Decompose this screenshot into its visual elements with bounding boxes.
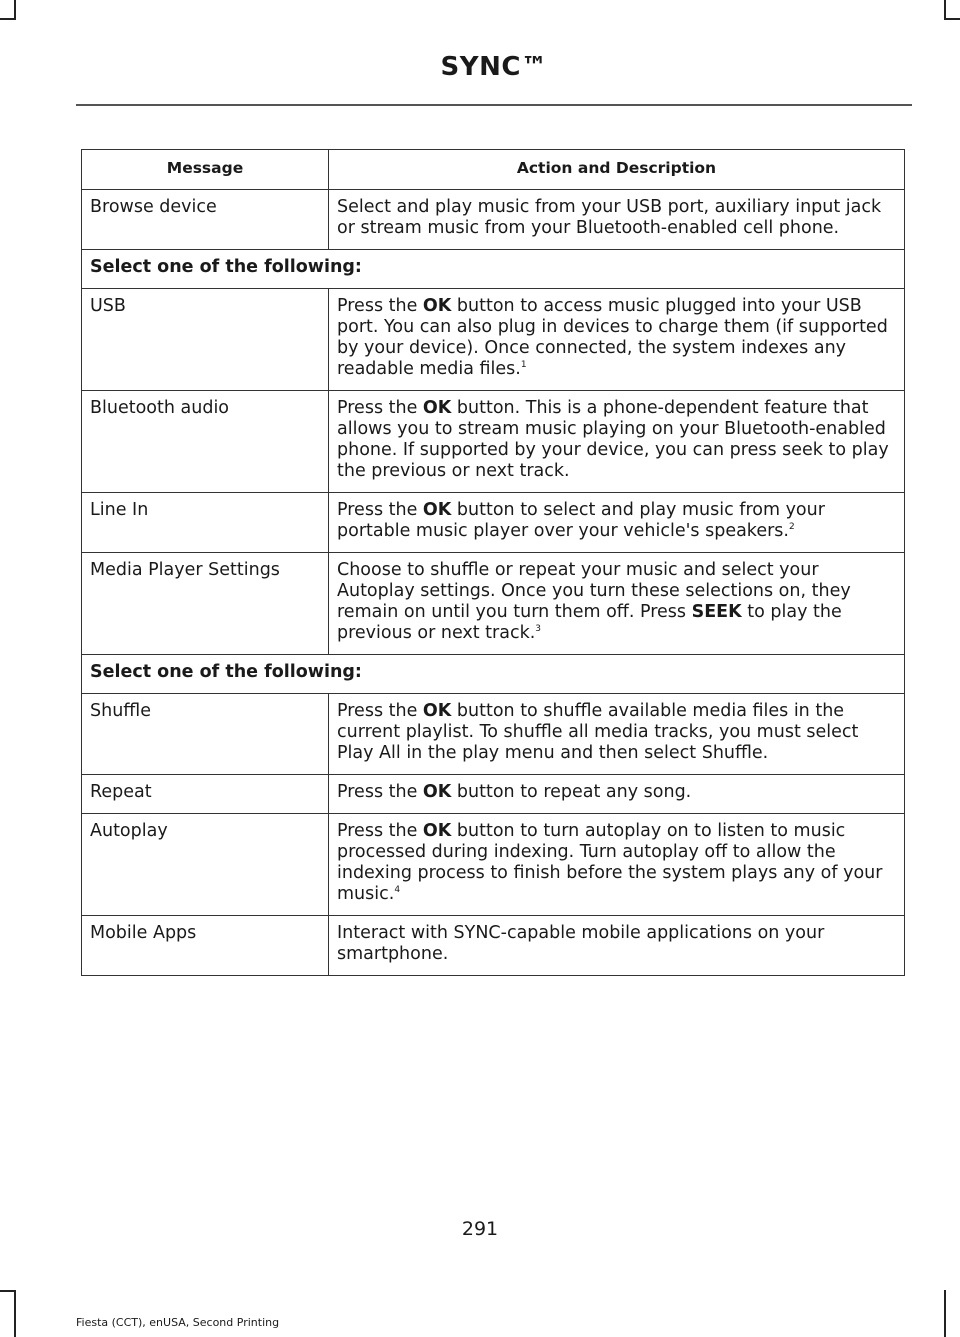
table-row bbox=[82, 694, 905, 775]
table-row bbox=[82, 391, 905, 493]
action-text: Press the bbox=[337, 821, 423, 841]
action-cell bbox=[329, 814, 905, 916]
ok-keyword: OK bbox=[422, 296, 452, 316]
action-cell bbox=[329, 493, 905, 553]
footnote-ref: 3 bbox=[535, 624, 542, 635]
header-divider bbox=[76, 104, 912, 106]
action-cell bbox=[329, 553, 905, 655]
message-cell: Mobile Apps bbox=[82, 916, 329, 976]
action-text: button to select and play music from your portable music player over your vehicle's speakers. bbox=[337, 500, 825, 541]
table-row bbox=[82, 916, 905, 976]
ok-keyword: OK bbox=[422, 398, 452, 418]
section-row bbox=[82, 655, 905, 694]
message-cell: Line In bbox=[82, 493, 329, 553]
footnote-ref: 4 bbox=[394, 885, 401, 896]
message-cell: Shuffle bbox=[82, 694, 329, 775]
message-cell: USB bbox=[82, 289, 329, 391]
section-heading: Select one of the following: bbox=[82, 655, 905, 694]
action-cell bbox=[329, 391, 905, 493]
action-text: to play the previous or next track. bbox=[337, 602, 842, 643]
action-cell: Interact with SYNC-capable mobile applications on your smartphone. bbox=[329, 916, 905, 976]
message-cell: Bluetooth audio bbox=[82, 391, 329, 493]
table-row bbox=[82, 493, 905, 553]
crop-mark bbox=[14, 0, 16, 20]
footnote-ref: 1 bbox=[520, 360, 527, 371]
action-text: button to access music plugged into your USB port. You can also plug in devices to charge them (if supported by your device). Once connected, the system indexes any readable media files. bbox=[337, 296, 888, 379]
message-cell: Media Player Settings bbox=[82, 553, 329, 655]
ok-keyword: OK bbox=[422, 701, 452, 721]
table-row bbox=[82, 814, 905, 916]
footnote-ref: 2 bbox=[788, 522, 795, 533]
action-cell bbox=[329, 289, 905, 391]
page-header-title: SYNC™ bbox=[440, 52, 548, 82]
table-header-row bbox=[82, 150, 905, 190]
crop-mark bbox=[14, 1290, 16, 1337]
action-text: Choose to shuffle or repeat your music and select your Autoplay settings. Once you turn these selections on, they remain on until you turn them off. Press bbox=[337, 560, 851, 622]
ok-keyword: OK bbox=[422, 500, 452, 520]
column-header-action: Action and Description bbox=[329, 150, 905, 190]
action-cell bbox=[329, 694, 905, 775]
message-cell: Repeat bbox=[82, 775, 329, 814]
action-cell: Select and play music from your USB port, auxiliary input jack or stream music from your Bluetooth-enabled cell phone. bbox=[329, 190, 905, 250]
column-header-message: Message bbox=[82, 150, 329, 190]
seek-keyword: SEEK bbox=[691, 602, 742, 622]
crop-mark bbox=[944, 0, 946, 20]
table-row bbox=[82, 553, 905, 655]
action-text: Press the bbox=[337, 296, 423, 316]
action-text: button to shuffle available media files in the current playlist. To shuffle all media tracks, you must select Play All in the play menu and then select Shuffle. bbox=[337, 701, 859, 763]
table-row bbox=[82, 775, 905, 814]
ok-keyword: OK bbox=[422, 821, 452, 841]
action-text: Press the bbox=[337, 500, 423, 520]
action-text: Press the bbox=[337, 398, 423, 418]
footer-text: Fiesta (CCT), enUSA, Second Printing bbox=[76, 1316, 280, 1329]
crop-mark bbox=[944, 18, 960, 20]
action-text: button to repeat any song. bbox=[451, 782, 692, 802]
action-text: button to turn autoplay on to listen to music processed during indexing. Turn autoplay off to allow the indexing process to finish before the system plays any of your music. bbox=[337, 821, 883, 904]
message-table bbox=[81, 149, 905, 976]
ok-keyword: OK bbox=[422, 782, 452, 802]
message-cell: Browse device bbox=[82, 190, 329, 250]
action-text: Press the bbox=[337, 701, 423, 721]
action-text: Press the bbox=[337, 782, 423, 802]
table-row bbox=[82, 289, 905, 391]
table-row bbox=[82, 190, 905, 250]
crop-mark bbox=[944, 1290, 946, 1337]
message-cell: Autoplay bbox=[82, 814, 329, 916]
section-row bbox=[82, 250, 905, 289]
crop-mark bbox=[0, 1290, 16, 1292]
page-number: 291 bbox=[461, 1218, 499, 1240]
section-heading: Select one of the following: bbox=[82, 250, 905, 289]
action-cell bbox=[329, 775, 905, 814]
action-text: button. This is a phone-dependent feature that allows you to stream music playing on your Bluetooth-enabled phone. If supported by your device, you can press seek to play the previous or next track. bbox=[337, 398, 889, 481]
crop-mark bbox=[0, 18, 16, 20]
